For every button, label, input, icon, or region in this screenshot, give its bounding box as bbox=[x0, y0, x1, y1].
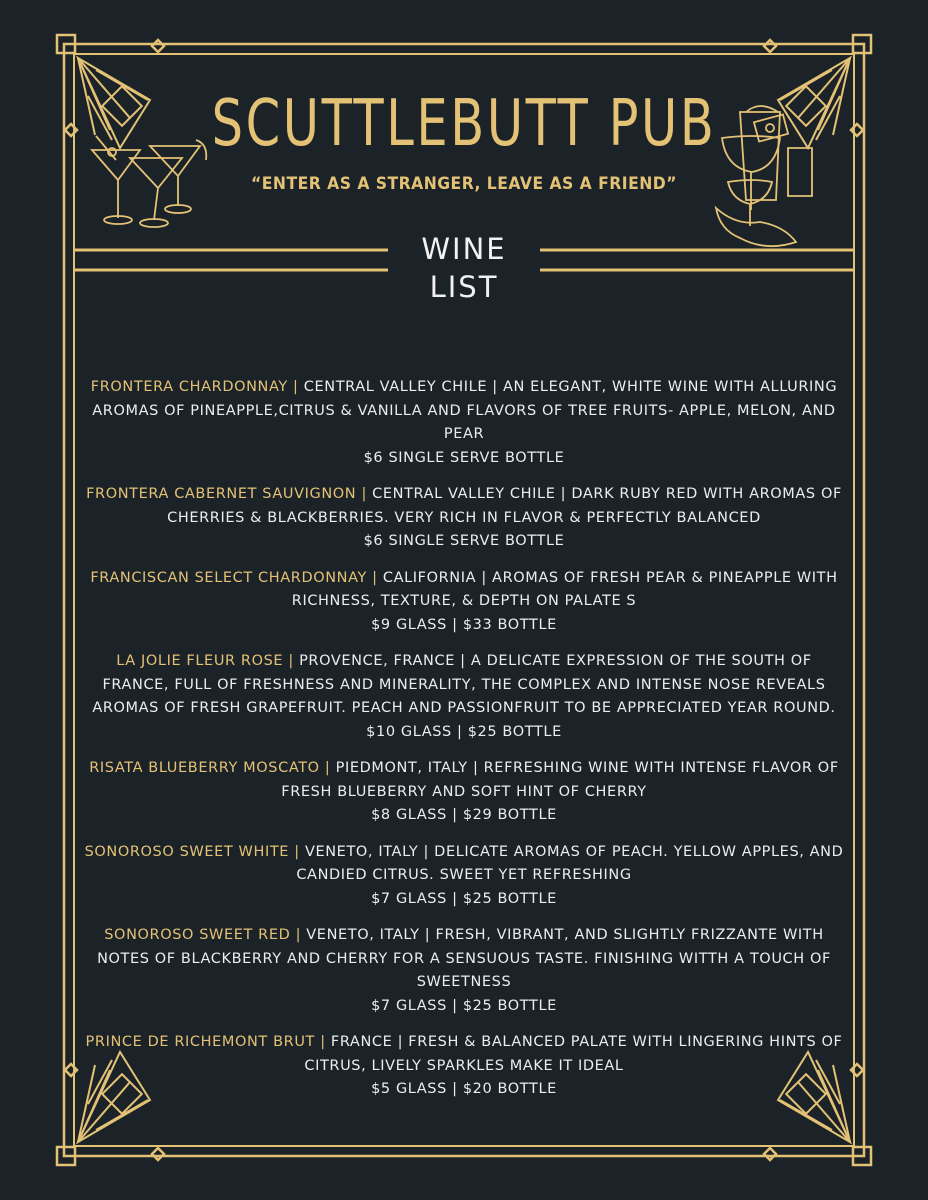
section-heading-line2: LIST bbox=[429, 270, 499, 304]
wine-description: CENTRAL VALLEY CHILE | AN ELEGANT, WHITE WINE WITH ALLURING AROMAS OF PINEAPPLE,CITRUS & VANILLA AND FLAVORS OF TREE FRUITS- APPLE, MELON, AND PEAR bbox=[92, 379, 838, 442]
wine-price: $7 GLASS | $25 BOTTLE bbox=[371, 890, 557, 907]
wine-price: $7 GLASS | $25 BOTTLE bbox=[371, 997, 557, 1014]
wine-list bbox=[82, 376, 846, 1115]
wine-description: VENETO, ITALY | DELICATE AROMAS OF PEACH. YELLOW APPLES, AND CANDIED CITRUS. SWEET YET REFRESHING bbox=[296, 843, 844, 883]
wine-name: RISATA BLUEBERRY MOSCATO | bbox=[89, 760, 331, 776]
wine-name: FRANCISCAN SELECT CHARDONNAY | bbox=[90, 569, 378, 586]
pub-title: SCUTTLEBUTT PUB bbox=[211, 87, 717, 161]
wine-item bbox=[82, 376, 846, 470]
wine-price: $6 SINGLE SERVE BOTTLE bbox=[363, 449, 565, 466]
wine-name: SONOROSO SWEET WHITE | bbox=[84, 843, 300, 860]
wine-description: FRANCE | FRESH & BALANCED PALATE WITH LINGERING HINTS OF CITRUS, LIVELY SPARKLES MAKE IT IDEAL bbox=[304, 1034, 843, 1074]
wine-description: VENETO, ITALY | FRESH, VIBRANT, AND SLIGHTLY FRIZZANTE WITH NOTES OF BLACKBERRY AND CHERRY FOR A SENSUOUS TASTE. FINISHING WITTH A TOUCH OF SWEETNESS bbox=[97, 927, 831, 990]
wine-price: $6 SINGLE SERVE BOTTLE bbox=[363, 533, 565, 549]
wine-price: $10 GLASS | $25 BOTTLE bbox=[366, 723, 562, 740]
wine-item bbox=[82, 567, 846, 638]
wine-name: SONOROSO SWEET RED | bbox=[104, 927, 302, 943]
wine-description: CENTRAL VALLEY CHILE | DARK RUBY RED WITH AROMAS OF CHERRIES & BLACKBERRIES. VERY RICH IN FLAVOR & PERFECTLY BALANCED bbox=[167, 486, 842, 526]
wine-description: PROVENCE, FRANCE | A DELICATE EXPRESSION OF THE SOUTH OF FRANCE, FULL OF FRESHNESS AND MINERALITY, THE COMPLEX AND INTENSE NOSE REVEALS AROMAS OF FRESH GRAPEFRUIT. PEACH AND PASSIONFRUIT TO BE APPRECIATED YEAR ROUND. bbox=[92, 653, 836, 716]
wine-item bbox=[82, 841, 846, 912]
wine-name: FRONTERA CABERNET SAUVIGNON | bbox=[86, 486, 367, 502]
wine-description: PIEDMONT, ITALY | REFRESHING WINE WITH INTENSE FLAVOR OF FRESH BLUEBERRY AND SOFT HINT OF CHERRY bbox=[281, 760, 839, 800]
wine-price: $8 GLASS | $29 BOTTLE bbox=[371, 807, 557, 823]
wine-description: CALIFORNIA | AROMAS OF FRESH PEAR & PINEAPPLE WITH RICHNESS, TEXTURE, & DEPTH ON PALATE S bbox=[291, 569, 838, 609]
wine-name: FRONTERA CHARDONNAY | bbox=[90, 379, 299, 395]
wine-item bbox=[82, 650, 846, 744]
wine-price: $9 GLASS | $33 BOTTLE bbox=[371, 616, 557, 633]
wine-item bbox=[82, 757, 846, 828]
pub-tagline: “ENTER AS A STRANGER, LEAVE AS A FRIEND” bbox=[251, 174, 677, 194]
wine-item bbox=[82, 1031, 846, 1102]
wine-name: LA JOLIE FLEUR ROSE | bbox=[116, 653, 294, 669]
section-heading bbox=[389, 230, 539, 306]
wine-name: PRINCE DE RICHEMONT BRUT | bbox=[85, 1034, 326, 1050]
section-heading-line1: WINE bbox=[421, 232, 507, 266]
wine-item bbox=[82, 924, 846, 1018]
wine-price: $5 GLASS | $20 BOTTLE bbox=[371, 1081, 557, 1097]
wine-item bbox=[82, 483, 846, 554]
